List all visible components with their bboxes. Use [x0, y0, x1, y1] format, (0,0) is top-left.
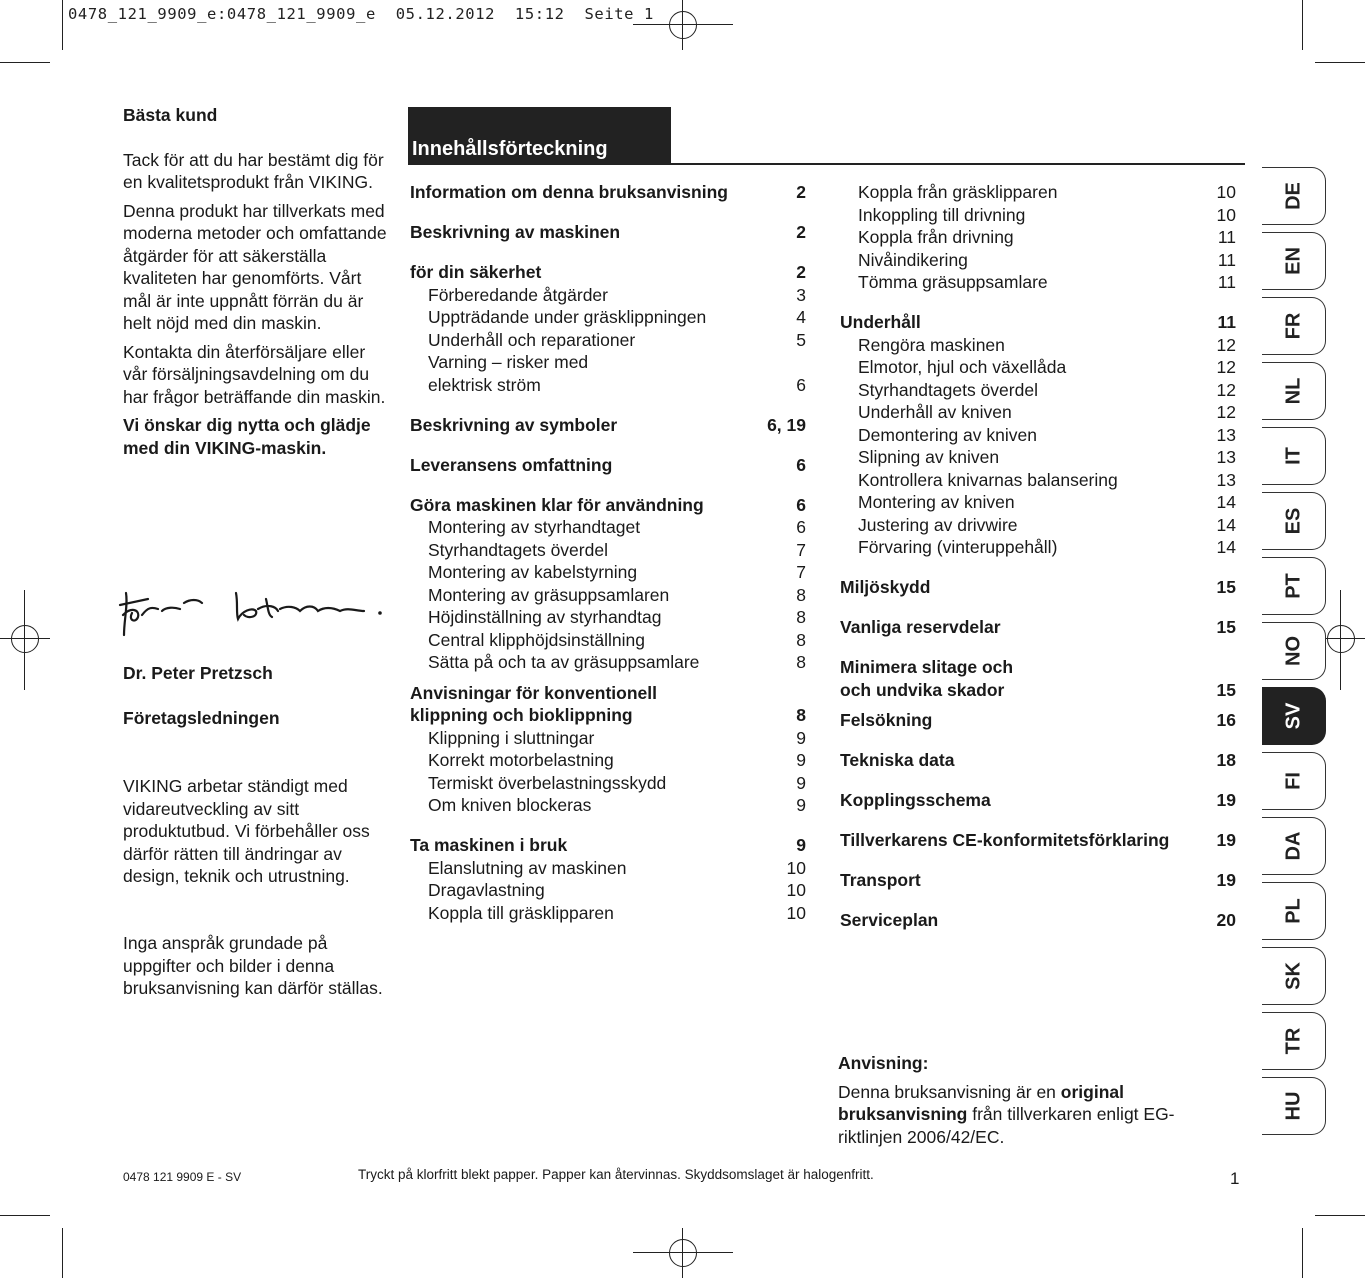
toc-entry-page: 12	[1216, 334, 1236, 355]
toc-section-entry[interactable]	[410, 261, 806, 284]
language-tab-no[interactable]	[1262, 622, 1326, 680]
toc-entry-label: klippning och bioklippning	[410, 705, 633, 725]
language-tab-fr[interactable]	[1262, 297, 1326, 355]
toc-entry-page: 14	[1216, 492, 1236, 512]
toc-subsection-entry[interactable]	[840, 356, 1236, 379]
toc-subsection-entry[interactable]	[840, 446, 1236, 469]
language-tab-tr[interactable]	[1262, 1012, 1326, 1070]
toc-entry-page: 19	[1216, 790, 1236, 810]
toc-section-entry[interactable]	[840, 679, 1236, 702]
toc-entry-page: 12	[1216, 357, 1236, 377]
toc-entry-label: Montering av gräsuppsamlaren	[428, 584, 670, 605]
language-tab-label: NO	[1282, 636, 1304, 666]
toc-spacer	[410, 436, 806, 454]
language-tab-hu[interactable]	[1262, 1077, 1326, 1135]
toc-entry-page: 8	[796, 629, 806, 650]
toc-entry-label: Beskrivning av maskinen	[410, 222, 621, 242]
toc-subsection-entry[interactable]	[410, 306, 806, 329]
language-tab-label: TR	[1282, 1027, 1304, 1055]
toc-spacer	[840, 732, 1236, 750]
toc-subsection-entry[interactable]	[840, 249, 1236, 272]
language-tab-label: IT	[1282, 447, 1304, 465]
paper-note: Tryckt på klorfritt blekt papper. Papper kan återvinnas. Skyddsomslaget är halogenfritt.	[358, 1167, 874, 1182]
toc-spacer	[840, 559, 1236, 577]
toc-entry-label: Om kniven blockeras	[428, 795, 592, 815]
toc-entry-page: 13	[1216, 447, 1236, 467]
toc-column-2	[840, 181, 1236, 932]
toc-entry-page: 19	[1216, 830, 1236, 850]
greeting: Bästa kund	[123, 105, 218, 125]
toc-entry-page: 10	[786, 857, 806, 878]
signer-title: Företagsledningen	[123, 708, 280, 728]
signer-name: Dr. Peter Pretzsch	[123, 663, 273, 683]
toc-section-entry[interactable]	[840, 311, 1236, 334]
toc-spacer	[840, 701, 1236, 709]
toc-rule	[408, 163, 1245, 165]
toc-entry-label: Koppla från gräsklipparen	[858, 182, 1058, 202]
toc-subsection-entry[interactable]	[410, 749, 806, 772]
toc-entry-label: Termiskt överbelastningsskydd	[428, 772, 667, 793]
toc-entry-label: Kopplingsschema	[840, 790, 991, 810]
toc-entry-page: 8	[796, 584, 806, 605]
toc-subsection-entry[interactable]	[840, 379, 1236, 402]
toc-subsection-entry[interactable]	[410, 516, 806, 539]
toc-entry-page: 11	[1217, 312, 1236, 332]
toc-subsection-entry[interactable]	[410, 539, 806, 562]
toc-entry-label: Nivåindikering	[858, 249, 968, 270]
toc-section-entry[interactable]	[840, 869, 1236, 892]
toc-entry-label: Felsökning	[840, 710, 933, 730]
toc-section-entry[interactable]	[840, 909, 1236, 932]
toc-subsection-entry[interactable]	[410, 727, 806, 750]
note-section	[838, 1052, 1218, 1148]
toc-subsection-entry[interactable]	[410, 651, 806, 674]
toc-spacer	[410, 244, 806, 262]
toc-entry-label: Justering av drivwire	[858, 514, 1018, 535]
toc-entry-label: Elanslutning av maskinen	[428, 857, 627, 878]
toc-entry-page: 6	[796, 454, 806, 475]
toc-subsection-entry[interactable]	[840, 226, 1236, 249]
toc-entry-page: 15	[1216, 577, 1236, 597]
toc-spacer	[840, 812, 1236, 830]
toc-spacer	[840, 599, 1236, 617]
language-tab-label: PL	[1282, 898, 1304, 924]
toc-entry-label: Montering av kabelstyrning	[428, 562, 638, 582]
toc-spacer	[840, 852, 1236, 870]
toc-subsection-entry[interactable]	[840, 469, 1236, 492]
toc-entry-label: Styrhandtagets överdel	[858, 379, 1038, 400]
disclaimer-development: VIKING arbetar ständigt med vidareutveckling av sitt produktutbud. Vi förbehåller oss därför rätten till ändringar av design, teknik och utrustning.	[123, 776, 370, 886]
language-tab-label: HU	[1282, 1091, 1304, 1121]
toc-entry-label: Demontering av kniven	[858, 424, 1037, 445]
toc-subsection-entry[interactable]	[410, 902, 806, 925]
toc-entry-label: Inkoppling till drivning	[858, 204, 1026, 225]
toc-subsection-entry[interactable]	[840, 181, 1236, 204]
toc-entry-page: 10	[1216, 182, 1236, 202]
toc-entry-page: 13	[1216, 424, 1236, 445]
toc-entry-page: 2	[796, 262, 806, 282]
toc-entry-page: 16	[1216, 710, 1236, 730]
toc-entry-page: 2	[796, 182, 806, 202]
toc-subsection-entry[interactable]	[410, 284, 806, 307]
language-tab-label: NL	[1282, 377, 1304, 405]
toc-entry-label: Underhåll av kniven	[858, 402, 1012, 422]
toc-entry-page: 9	[796, 772, 806, 793]
toc-entry-label: Kontrollera knivarnas balansering	[858, 469, 1118, 490]
language-tab-label: EN	[1282, 247, 1304, 275]
toc-entry-label: Koppla till gräsklipparen	[428, 902, 614, 923]
language-tab-label: SV	[1282, 702, 1304, 730]
toc-section-entry[interactable]	[840, 709, 1236, 732]
toc-entry-page: 7	[796, 539, 806, 560]
toc-entry-page: 6	[796, 374, 806, 395]
toc-entry-label: Elmotor, hjul och växellåda	[858, 357, 1067, 377]
toc-entry-page: 6	[796, 494, 806, 515]
language-tab-label: ES	[1282, 507, 1304, 535]
language-tab-sv[interactable]	[1262, 687, 1326, 745]
toc-entry-page: 5	[796, 329, 806, 350]
toc-entry-label: Serviceplan	[840, 910, 939, 930]
language-tab-nl[interactable]	[1262, 362, 1326, 420]
toc-subsection-entry[interactable]	[840, 204, 1236, 227]
toc-entry-label: Minimera slitage och	[840, 657, 1014, 677]
letter-paragraph: Denna produkt har tillverkats med moderna metoder och omfattande åtgärder för att säkerställa kvaliteten har genomförts. Vårt mål är inte uppnått förrän du är helt nöjd med din maskin.	[123, 200, 387, 333]
print-header: 0478_121_9909_e:0478_121_9909_e 05.12.2012 15:12 Seite 1	[68, 5, 654, 23]
toc-subsection-entry[interactable]	[840, 401, 1236, 424]
toc-entry-page: 10	[786, 902, 806, 923]
note-text-start: Denna bruksanvisning är en	[838, 1081, 1061, 1102]
toc-subsection-entry[interactable]	[410, 606, 806, 629]
letter-closing: Vi önskar dig nytta och glädje med din VIKING-maskin.	[123, 415, 371, 458]
toc-spacer	[840, 892, 1236, 910]
toc-entry-page: 6	[796, 517, 806, 537]
language-tab-label: FI	[1282, 772, 1304, 790]
toc-subsection-entry[interactable]	[840, 334, 1236, 357]
toc-subsection-entry[interactable]	[410, 772, 806, 795]
letter-paragraph: Kontakta din återförsäljare eller vår försäljningsavdelning om du har frågor beträffande din maskin.	[123, 341, 386, 407]
toc-entry-label: Leveransens omfattning	[410, 454, 613, 475]
toc-entry-label: Central klipphöjdsinställning	[428, 629, 645, 650]
language-tab-es[interactable]	[1262, 492, 1326, 550]
toc-subsection-entry[interactable]	[410, 374, 806, 397]
toc-subsection-entry[interactable]	[410, 879, 806, 902]
toc-entry-label: och undvika skador	[840, 679, 1005, 700]
toc-section-entry[interactable]	[410, 494, 806, 517]
toc-section-entry[interactable]	[840, 576, 1236, 599]
toc-entry-label: Höjdinställning av styrhandtag	[428, 607, 662, 627]
toc-spacer	[410, 396, 806, 414]
toc-entry-label: Göra maskinen klar för användning	[410, 494, 704, 515]
toc-entry-label: Dragavlastning	[428, 880, 545, 900]
language-tab-de[interactable]	[1262, 167, 1326, 225]
toc-entry-page: 6, 19	[767, 414, 806, 435]
toc-subsection-entry[interactable]	[410, 561, 806, 584]
toc-entry-label: Rengöra maskinen	[858, 334, 1005, 355]
toc-section-entry[interactable]	[410, 704, 806, 727]
toc-entry-label: Koppla från drivning	[858, 227, 1014, 247]
toc-entry-label: Uppträdande under gräsklippningen	[428, 307, 707, 327]
toc-entry-label: Underhåll	[840, 312, 921, 332]
toc-entry-label: Klippning i sluttningar	[428, 727, 595, 748]
toc-entry-page: 9	[796, 835, 806, 855]
toc-entry-label: Slipning av kniven	[858, 447, 1000, 467]
toc-section-entry[interactable]	[840, 789, 1236, 812]
language-tab-it[interactable]	[1262, 427, 1326, 485]
toc-entry-page: 9	[796, 795, 806, 815]
note-text	[838, 1081, 1218, 1149]
toc-section-entry[interactable]	[840, 656, 1236, 679]
toc-section-entry[interactable]	[410, 181, 806, 204]
disclaimer-claims: Inga anspråk grundade på uppgifter och bilder i denna bruksanvisning kan därför ställas.	[123, 933, 383, 998]
toc-entry-page: 8	[796, 705, 806, 725]
language-tab-label: FR	[1282, 312, 1304, 340]
toc-entry-page: 3	[796, 284, 806, 305]
toc-spacer	[840, 294, 1236, 312]
doc-number: 0478 121 9909 E - SV	[123, 1170, 242, 1184]
toc-entry-label: för din säkerhet	[410, 262, 542, 282]
toc-entry-page: 12	[1216, 379, 1236, 400]
toc-entry-page: 10	[786, 880, 806, 900]
signature-image	[118, 585, 393, 640]
toc-entry-label: Vanliga reservdelar	[840, 617, 1001, 637]
language-tab-en[interactable]	[1262, 232, 1326, 290]
toc-entry-page: 11	[1217, 227, 1236, 247]
language-tab-fi[interactable]	[1262, 752, 1326, 810]
toc-section-entry[interactable]	[840, 616, 1236, 639]
toc-entry-page: 2	[796, 222, 806, 242]
page-number: 1	[1230, 1169, 1240, 1188]
language-tab-da[interactable]	[1262, 817, 1326, 875]
toc-entry-page: 19	[1216, 870, 1236, 890]
toc-entry-label: Varning – risker med	[428, 352, 589, 372]
toc-column-1	[410, 181, 806, 924]
toc-entry-label: Förvaring (vinteruppehåll)	[858, 537, 1058, 557]
toc-entry-page: 7	[796, 562, 806, 582]
toc-entry-page: 11	[1217, 249, 1236, 270]
language-tab-pt[interactable]	[1262, 557, 1326, 615]
note-heading: Anvisning:	[838, 1053, 929, 1073]
toc-section-entry[interactable]	[840, 829, 1236, 852]
toc-subsection-entry[interactable]	[410, 329, 806, 352]
note-text-end: från tillverkaren enligt EG-riktlinjen 2006/42/EC.	[838, 1104, 1175, 1147]
toc-entry-label: Miljöskydd	[840, 577, 931, 597]
toc-entry-label: Underhåll och reparationer	[428, 329, 636, 350]
toc-entry-label: Montering av styrhandtaget	[428, 517, 641, 537]
toc-entry-label: Information om denna bruksanvisning	[410, 182, 728, 202]
letter-section	[123, 104, 388, 459]
toc-entry-label: Ta maskinen i bruk	[410, 835, 568, 855]
toc-section-entry[interactable]	[840, 749, 1236, 772]
toc-entry-page: 18	[1216, 750, 1236, 770]
toc-entry-label: Tekniska data	[840, 750, 955, 770]
toc-subsection-entry[interactable]	[410, 351, 806, 374]
toc-entry-page: 8	[796, 607, 806, 627]
language-tab-sk[interactable]	[1262, 947, 1326, 1005]
toc-entry-page: 20	[1216, 910, 1236, 930]
toc-spacer	[410, 204, 806, 222]
toc-entry-page: 12	[1216, 402, 1236, 422]
language-tab-label: DE	[1282, 182, 1304, 210]
toc-entry-page: 15	[1216, 617, 1236, 637]
toc-entry-page: 10	[1216, 204, 1236, 225]
toc-entry-page: 9	[796, 727, 806, 748]
language-tab-label: DA	[1282, 831, 1304, 861]
toc-spacer	[410, 476, 806, 494]
toc-entry-page: 4	[796, 307, 806, 327]
toc-entry-label: Beskrivning av symboler	[410, 414, 618, 435]
toc-entry-page: 9	[796, 750, 806, 770]
toc-entry-label: Transport	[840, 870, 921, 890]
toc-entry-page: 11	[1217, 272, 1236, 292]
language-tab-label: PT	[1282, 573, 1304, 599]
toc-section-entry[interactable]	[410, 221, 806, 244]
toc-subsection-entry[interactable]	[840, 491, 1236, 514]
toc-subsection-entry[interactable]	[410, 857, 806, 880]
toc-subsection-entry[interactable]	[840, 514, 1236, 537]
language-tab-pl[interactable]	[1262, 882, 1326, 940]
toc-entry-page: 13	[1216, 469, 1236, 490]
toc-spacer	[840, 772, 1236, 790]
toc-entry-page: 14	[1216, 537, 1236, 557]
letter-paragraph: Tack för att du har bestämt dig för en kvalitetsprodukt från VIKING.	[123, 149, 384, 192]
toc-subsection-entry[interactable]	[410, 794, 806, 817]
toc-subsection-entry[interactable]	[410, 584, 806, 607]
toc-subsection-entry[interactable]	[410, 629, 806, 652]
toc-subsection-entry[interactable]	[840, 424, 1236, 447]
toc-entry-label: Förberedande åtgärder	[428, 284, 608, 305]
toc-subsection-entry[interactable]	[840, 271, 1236, 294]
toc-entry-label: Anvisningar för konventionell	[410, 682, 657, 703]
toc-section-entry[interactable]	[410, 682, 806, 705]
toc-entry-label: Styrhandtagets överdel	[428, 539, 608, 560]
toc-entry-page: 14	[1216, 514, 1236, 535]
toc-section-entry[interactable]	[410, 454, 806, 477]
toc-spacer	[410, 674, 806, 682]
toc-subsection-entry[interactable]	[840, 536, 1236, 559]
note-text-bold: original bruksanvisning	[838, 1081, 1124, 1124]
toc-entry-label: Sätta på och ta av gräsuppsamlare	[428, 652, 700, 672]
toc-entry-label: elektrisk ström	[428, 374, 541, 395]
toc-spacer	[840, 639, 1236, 657]
toc-section-entry[interactable]	[410, 414, 806, 437]
language-tab-label: SK	[1282, 962, 1304, 990]
toc-entry-label: Tillverkarens CE-konformitetsförklaring	[840, 830, 1170, 850]
toc-entry-label: Montering av kniven	[858, 492, 1015, 512]
toc-entry-page: 15	[1216, 679, 1236, 700]
toc-section-entry[interactable]	[410, 834, 806, 857]
toc-entry-label: Tömma gräsuppsamlare	[858, 272, 1048, 292]
toc-spacer	[410, 817, 806, 835]
toc-entry-label: Korrekt motorbelastning	[428, 750, 614, 770]
toc-entry-page: 8	[796, 652, 806, 672]
toc-title: Innehållsförteckning	[412, 138, 608, 160]
